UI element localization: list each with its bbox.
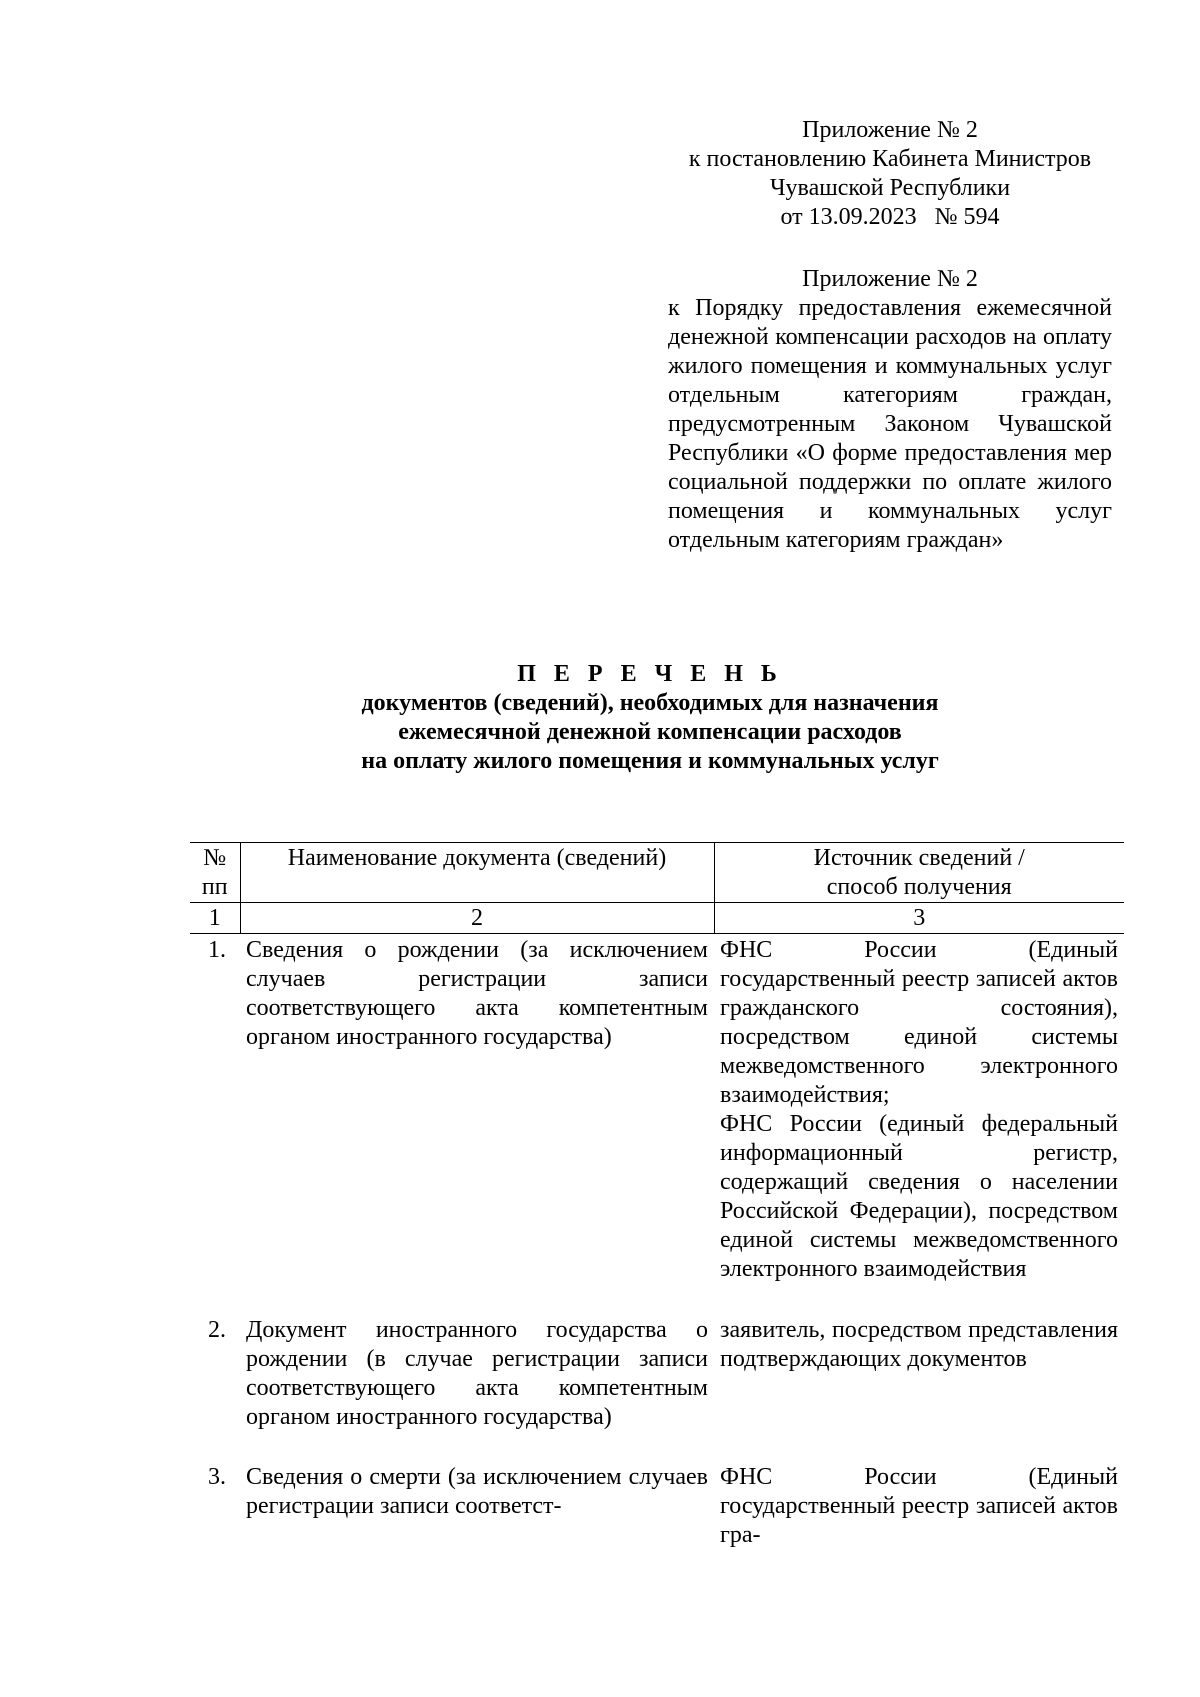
table-row — [190, 1461, 1124, 1550]
row-number: 2. — [208, 1317, 226, 1343]
row-number: 1. — [208, 937, 226, 963]
appendix-a-line-4: от 13.09.2023 № 594 — [780, 204, 1000, 230]
row-source-part-1: заявитель, посредством представления подтверждающих документов — [720, 1317, 1118, 1372]
column-number: 1 — [190, 903, 240, 934]
header-source-line-2: способ получения — [826, 874, 1012, 900]
header-name: Наименование документа (сведений) — [240, 843, 714, 903]
appendix-b-body — [668, 294, 1112, 555]
row-source-part-2: ФНС России (единый федеральный информационный регистр, содержащий сведения о населении Российской Федерации), посредством единой системы межведомственного электронного взаимодействия — [720, 1111, 1118, 1282]
table-header-row — [190, 843, 1124, 903]
header-num-line-1: № — [203, 845, 227, 871]
documents-table — [190, 842, 1124, 1550]
header-num-line-2: пп — [201, 874, 228, 900]
document-heading — [260, 660, 1040, 776]
row-number: 3. — [208, 1464, 226, 1490]
row-document-name: Сведения о смерти (за исключением случаев регистрации записи соответст- — [246, 1464, 708, 1519]
heading-line-3: ежемесячной денежной компенсации расходов — [398, 719, 902, 745]
appendix-b-title: Приложение № 2 — [802, 266, 978, 292]
heading-line-2: документов (сведений), необходимых для назначения — [361, 690, 939, 716]
appendix-a-line-1: Приложение № 2 — [802, 117, 978, 143]
column-number: 3 — [714, 903, 1124, 934]
heading-line-4: на оплату жилого помещения и коммунальных услуг — [361, 748, 939, 774]
column-number-row — [190, 903, 1124, 934]
heading-title: П Е Р Е Ч Е Н Ь — [517, 661, 783, 687]
table-row — [190, 1314, 1124, 1461]
row-source-part-1: ФНС России (Единый государственный реестр записей актов гра- — [720, 1464, 1118, 1548]
appendix-header-decree — [660, 116, 1120, 232]
header-source-line-1: Источник сведений / — [813, 845, 1025, 871]
column-number: 2 — [240, 903, 714, 934]
table-row — [190, 934, 1124, 1315]
appendix-a-line-3: Чувашской Республики — [769, 175, 1011, 201]
row-source — [714, 1461, 1124, 1550]
appendix-a-line-2: к постановлению Кабинета Министров — [688, 146, 1092, 172]
appendix-b-text: к Порядку предоставления ежемесячной денежной компенсации расходов на оплату жилого помещения и коммунальных услуг отдельным категориям граждан, предусмотренным Законом Чувашской Республики «О форме предоставления мер социальной поддержки по оплате жилого помещения и коммунальных услуг отдельным категориям граждан» — [668, 295, 1112, 553]
header-source — [714, 843, 1124, 903]
row-document-name: Сведения о рождении (за исключением случаев регистрации записи соответствующего акта компетентным органом иностранного государства) — [246, 937, 708, 1050]
row-document-name: Документ иностранного государства о рождении (в случае регистрации записи соответствующего акта компетентным органом иностранного государства) — [246, 1317, 708, 1430]
row-source-part-1: ФНС России (Единый государственный реестр записей актов гражданского состояния), посредством единой системы межведомственного электронного взаимодействия; — [720, 937, 1118, 1108]
row-source — [714, 934, 1124, 1315]
row-source — [714, 1314, 1124, 1461]
header-num — [190, 843, 240, 903]
